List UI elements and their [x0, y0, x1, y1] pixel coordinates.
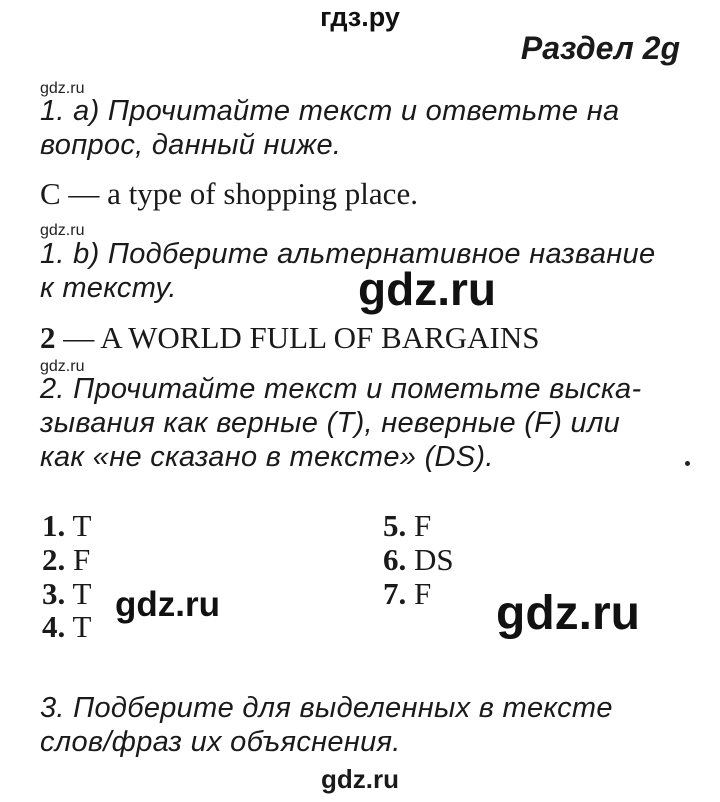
answer-item-value: T	[72, 609, 92, 644]
task-3-line: 3. Подберите для выделенных в тексте	[40, 692, 613, 724]
watermark-big: gdz.ru	[496, 587, 640, 640]
answer-item	[42, 576, 91, 612]
section-title: Раздел 2g	[520, 30, 680, 66]
watermark-small: gdz.ru	[40, 80, 85, 97]
answer-item-number: 7.	[383, 576, 407, 611]
answer-item-value: T	[72, 576, 92, 611]
task-2-line: зывания как верные (T), неверные (F) или	[40, 407, 621, 439]
answer-item	[42, 609, 91, 645]
watermark-small: gdz.ru	[40, 222, 85, 239]
answer-item-number: 6.	[383, 542, 407, 577]
task-1b-line: к тексту.	[40, 272, 177, 304]
task-3-prompt	[40, 691, 680, 759]
task-2-line: как «не сказано в тексте» (DS).	[40, 441, 494, 473]
watermark-big: gdz.ru	[115, 585, 220, 624]
answer-item-number: 2.	[42, 542, 66, 577]
answer-item-number: 3.	[42, 576, 66, 611]
answer-item	[42, 542, 90, 578]
task-1b-line: 1. b) Подберите альтернативное название	[40, 238, 656, 270]
task-1a-line: вопрос, данный ниже.	[40, 129, 342, 161]
watermark-big: gdz.ru	[358, 263, 496, 315]
answer-text: — A WORLD FULL OF BARGAINS	[55, 320, 540, 355]
stray-dot	[685, 461, 690, 466]
answer-item	[383, 542, 454, 578]
answer-item	[42, 508, 91, 544]
task-1a-line: 1. a) Прочитайте текст и ответьте на	[40, 95, 620, 127]
task-1a-prompt	[40, 94, 680, 162]
answer-item-value: T	[72, 508, 92, 543]
task-3-line: слов/фраз их объяснения.	[40, 726, 401, 758]
answer-item-value: F	[414, 576, 432, 611]
site-footer: gdz.ru	[321, 764, 399, 794]
task-1b-answer	[40, 320, 540, 356]
answer-item	[383, 508, 431, 544]
answer-item-value: F	[414, 508, 432, 543]
answer-number: 2	[40, 320, 56, 355]
watermark-small: gdz.ru	[40, 358, 85, 375]
task-1a-answer: C — a type of shopping place.	[40, 176, 418, 211]
answer-item	[383, 576, 431, 612]
task-2-line: 2. Прочитайте текст и пометьте выска-	[40, 373, 642, 405]
answer-item-value: F	[73, 542, 91, 577]
answer-item-number: 5.	[383, 508, 407, 543]
task-2-prompt	[40, 372, 680, 474]
answer-item-number: 4.	[42, 609, 66, 644]
site-header: гдз.ру	[320, 2, 400, 32]
answer-item-value: DS	[414, 542, 454, 577]
answer-item-number: 1.	[42, 508, 66, 543]
